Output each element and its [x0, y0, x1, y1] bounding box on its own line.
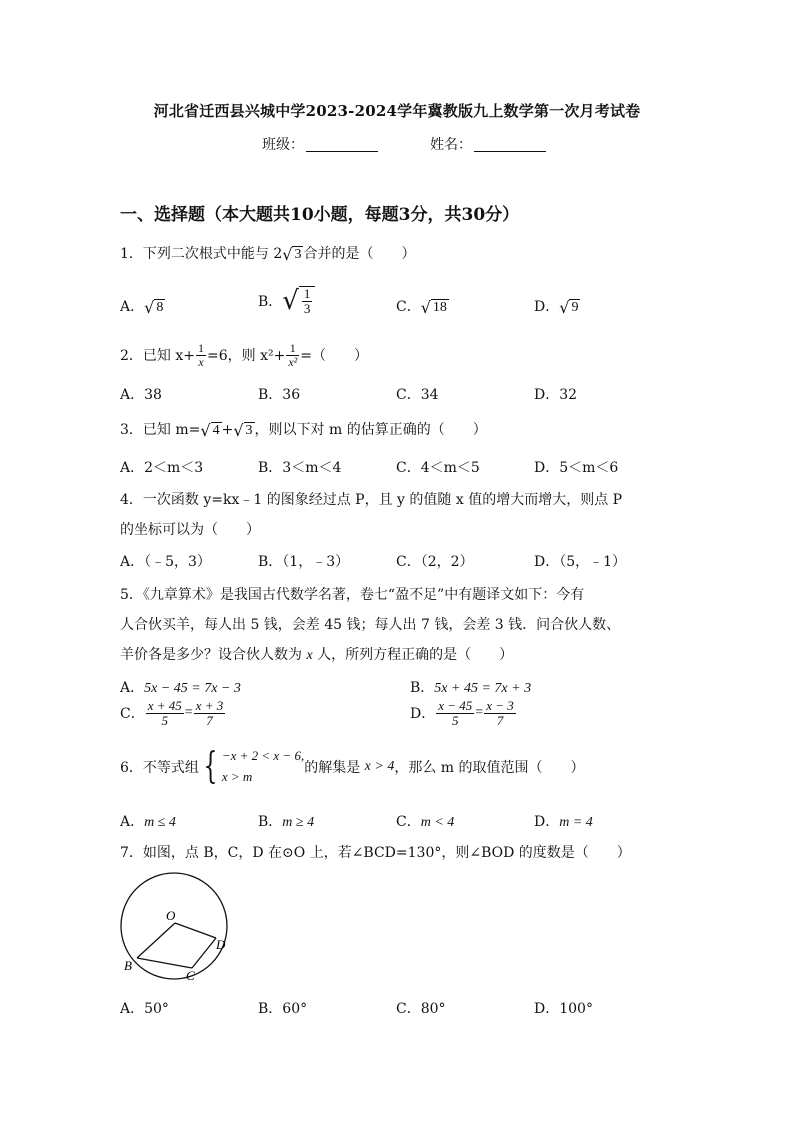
q1-option-b[interactable]: B．√ $\frac{1}{3}$ — [258, 286, 315, 316]
q1-option-a[interactable]: A．√ 8 — [120, 297, 164, 317]
segment-ob — [137, 923, 175, 958]
q2-option-a[interactable]: A．38 — [120, 387, 162, 403]
q7-option-b[interactable]: B．60° — [258, 1001, 308, 1017]
question-7: 7．如图，点 B，C，D 在⊙O 上，若∠BCD=130°，则∠BOD 的度数是（ ） — [120, 845, 631, 861]
q2-option-c[interactable]: C．34 — [396, 387, 439, 403]
q4-option-b[interactable]: B．（1，﹣3） — [258, 554, 350, 570]
class-blank[interactable] — [306, 137, 378, 152]
segment-bc — [137, 958, 192, 968]
label-b: B — [124, 958, 132, 973]
question-5-line-3: 羊价各是多少？设合伙人数为 x 人，所列方程正确的是（ ） — [120, 647, 514, 663]
name-blank[interactable] — [474, 137, 546, 152]
q5-option-b[interactable]: B．5x + 45 = 7x + 3 — [410, 680, 532, 696]
name-field — [430, 134, 546, 154]
q4-option-d[interactable]: D．（5，﹣1） — [534, 554, 627, 570]
q7-option-a[interactable]: A．50° — [120, 1001, 169, 1017]
question-1 — [120, 243, 415, 264]
q2-option-d[interactable]: D．32 — [534, 387, 578, 403]
segment-od — [175, 923, 216, 938]
label-o: O — [166, 908, 176, 923]
q1-option-c[interactable]: C．√ 18 — [396, 297, 447, 317]
label-c: C — [186, 968, 195, 983]
system-brace: { — [203, 745, 218, 787]
q6-option-c[interactable]: C．m < 4 — [396, 814, 455, 830]
name-label: 姓名： — [430, 137, 472, 153]
label-d: D — [216, 937, 226, 952]
section-title: 一、选择题（本大题共10小题，每题3分，共30分） — [120, 205, 520, 225]
q3-option-b[interactable]: B．3＜m＜4 — [258, 460, 342, 476]
inequality-system: −x + 2 < x − 6, x > m — [221, 748, 305, 784]
q5-option-d[interactable]: D． $\frac{x - 45}{5}$ = $\frac{x - 3}{7}$ — [410, 698, 514, 728]
q3-option-d[interactable]: D．5＜m＜6 — [534, 460, 619, 476]
question-6: 6．不等式组 { −x + 2 < x − 6, x > m 的解集是 x > 4，那么 m 的取值范围（ ） — [120, 745, 585, 787]
q7-option-c[interactable]: C．80° — [396, 1001, 446, 1017]
q2-option-b[interactable]: B．36 — [258, 387, 301, 403]
exam-title: 河北省迁西县兴城中学2023-2024学年冀教版九上数学第一次月考试卷 — [153, 102, 641, 120]
question-5-line-2: 人合伙买羊，每人出 5 钱，会差 45 钱；每人出 7 钱，会差 3 钱．问合伙人数、 — [120, 617, 621, 633]
q1-radical: √ 3 — [282, 244, 302, 264]
q3-option-a[interactable]: A．2＜m＜3 — [120, 460, 204, 476]
q4-option-c[interactable]: C．（2，2） — [396, 554, 474, 570]
q4-option-a[interactable]: A．（﹣5，3） — [120, 554, 211, 570]
q3-option-c[interactable]: C．4＜m＜5 — [396, 460, 480, 476]
q1-text-post: 合并的是（ ） — [303, 246, 416, 262]
q5-option-a[interactable]: A．5x − 45 = 7x − 3 — [120, 680, 241, 696]
class-label: 班级： — [262, 137, 304, 153]
q6-option-d[interactable]: D．m = 4 — [534, 814, 593, 830]
question-4-line-2: 的坐标可以为（ ） — [120, 522, 260, 538]
question-4-line-1: 4．一次函数 y=kx﹣1 的图象经过点 P，且 y 的值随 x 值的增大而增大，则点 P — [120, 492, 623, 508]
class-field — [262, 134, 378, 154]
q5-option-c[interactable]: C． $\frac{x + 45}{5}$ = $\frac{x + 3}{7}$ — [120, 698, 224, 728]
circle-o — [121, 873, 227, 979]
circle-figure — [112, 872, 236, 984]
question-2: 2．已知 x+ $\frac{1}{x}$ =6，则 x²+ $\frac{1}{\text{x²}}$ =（ ） — [120, 341, 368, 369]
q6-option-b[interactable]: B．m ≥ 4 — [258, 814, 315, 830]
question-3: 3．已知 m=√ 4 +√ 3 ，则以下对 m 的估算正确的（ ） — [120, 420, 487, 440]
question-5-line-1: 5．《九章算术》是我国古代数学名著，卷七“盈不足”中有题译文如下：今有 — [120, 587, 585, 603]
segment-cd — [192, 938, 216, 968]
q6-option-a[interactable]: A．m ≤ 4 — [120, 814, 176, 830]
q7-option-d[interactable]: D．100° — [534, 1001, 593, 1017]
q1-option-d[interactable]: D．√ 9 — [534, 297, 579, 317]
q1-text-pre: 1．下列二次根式中能与 2 — [120, 246, 283, 262]
